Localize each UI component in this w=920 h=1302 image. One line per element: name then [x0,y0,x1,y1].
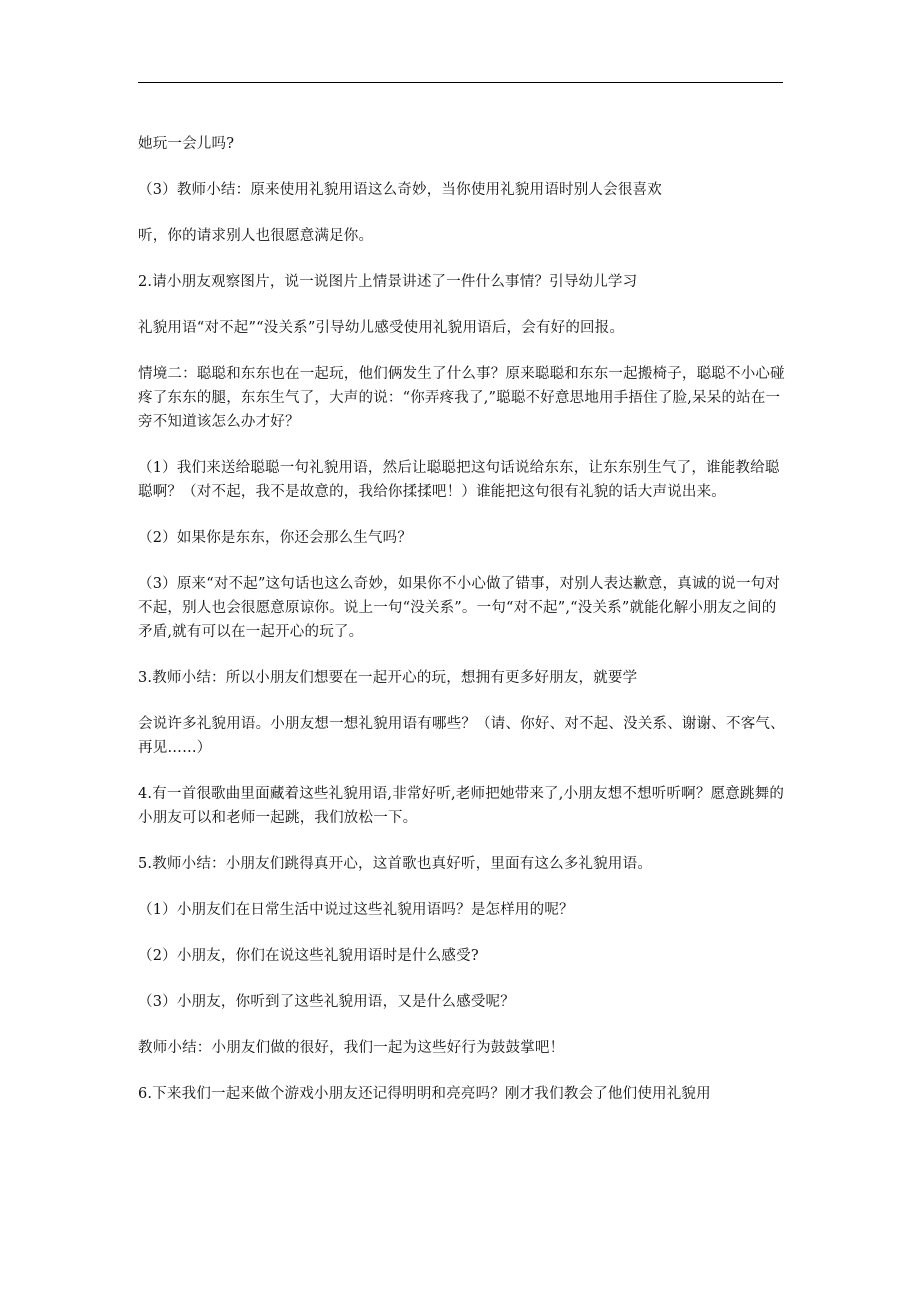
paragraph-5: 礼貌用语“对不起”“没关系”引导幼儿感受使用礼貌用语后，会有好的回报。 [138,320,625,336]
paragraph-16: （3）小朋友，你听到了这些礼貌用语，又是什么感受呢？ [138,994,515,1010]
paragraph-6: 情境二：聪聪和东东也在一起玩，他们俩发生了什么事？原来聪聪和东东一起搬椅子，聪聪不小心碰疼了东东的腿，东东生气了，大声的说：“你弄疼我了,”聪聪不好意思地用手捂住了脸,呆呆的站在一旁不知道该怎么办才好？ [138,366,785,430]
paragraph-15: （2）小朋友，你们在说这些礼貌用语时是什么感受? [138,948,479,964]
paragraph-11: 会说许多礼貌用语。小朋友想一想礼貌用语有哪些？（请、你好、对不起、没关系、谢谢、不客气、再见……） [138,716,785,756]
paragraph-2: （3）教师小结：原来使用礼貌用语这么奇妙，当你使用礼貌用语时别人会很喜欢 [138,182,662,198]
paragraph-18: 6.下来我们一起来做个游戏小朋友还记得明明和亮亮吗？刚才我们教会了他们使用礼貌用 [138,1086,711,1102]
paragraph-3: 听，你的请求别人也很愿意满足你。 [138,228,374,244]
paragraph-10: 3.教师小结：所以小朋友们想要在一起开心的玩，想拥有更多好朋友，就要学 [138,670,638,686]
paragraph-14: （1）小朋友们在日常生活中说过这些礼貌用语吗？是怎样用的呢？ [138,902,574,918]
document-body [138,132,788,1128]
paragraph-9: （3）原来“对不起”这句话也这么奇妙，如果你不小心做了错事，对别人表达歉意，真诚的说一句对不起，别人也会很愿意原谅你。说上一句“没关系”。一句“对不起”,“没关系”就能化解小朋友之间的矛盾,就有可以在一起开心的玩了。 [138,576,781,640]
paragraph-1: 她玩一会儿吗? [138,136,235,152]
paragraph-4: 2.请小朋友观察图片，说一说图片上情景讲述了一件什么事情？引导幼儿学习 [138,274,638,290]
header-rule [138,82,783,83]
paragraph-17: 教师小结：小朋友们做的很好，我们一起为这些好行为鼓鼓掌吧！ [138,1040,565,1056]
paragraph-13: 5.教师小结：小朋友们跳得真开心，这首歌也真好听，里面有这么多礼貌用语。 [138,856,653,872]
paragraph-7: （1）我们来送给聪聪一句礼貌用语，然后让聪聪把这句话说给东东，让东东别生气了，谁能教给聪聪啊？（对不起，我不是故意的，我给你揉揉吧！）谁能把这句很有礼貌的话大声说出来。 [138,460,780,500]
paragraph-12: 4.有一首很歌曲里面藏着这些礼貌用语,非常好听,老师把她带来了,小朋友想不想听听啊？愿意跳舞的小朋友可以和老师一起跳，我们放松一下。 [138,786,785,826]
paragraph-8: （2）如果你是东东，你还会那么生气吗？ [138,530,413,546]
